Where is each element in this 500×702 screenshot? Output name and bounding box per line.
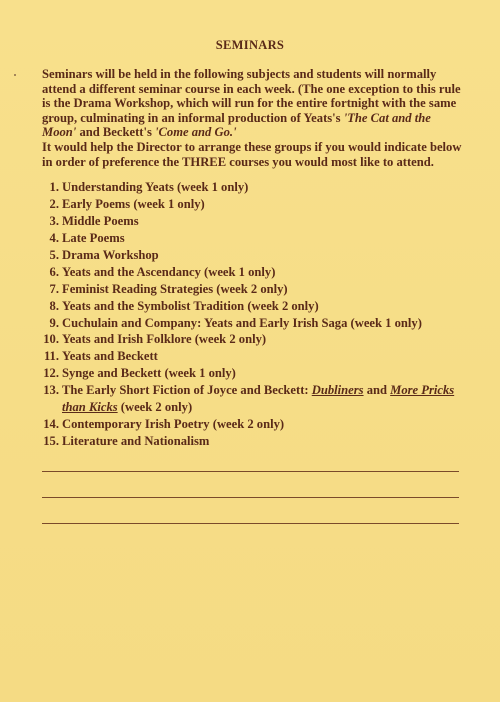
list-item [42,196,462,213]
list-item [42,416,462,433]
list-item [42,331,462,348]
play-title-come-and-go: 'Come and Go.' [155,125,237,140]
list-item [42,315,462,332]
item-label: Middle Poems [62,213,139,228]
item-label: Yeats and Beckett [62,349,158,364]
item-label: Synge and Beckett (week 1 only) [62,366,236,381]
preference-line-1[interactable] [42,471,459,472]
play-title-cat-and-moon: 'The Cat and the Moon' [42,110,431,140]
item-number: 6. [49,264,59,279]
item-number: 1. [49,180,59,194]
list-item [42,247,462,264]
item-label: Cuchulain and Company: Yeats and Early Irish Saga (week 1 only) [62,315,422,330]
item-number: 15. [43,434,59,449]
item-number: 11. [43,349,59,364]
list-item [42,213,462,230]
item-label: The Early Short Fiction of Joyce and Beckett: [62,383,312,398]
item-number: 9. [49,315,59,330]
item-label-suffix: (week 2 only) [117,400,193,415]
list-item [42,298,462,315]
item-number: 4. [49,230,59,245]
item-label: Drama Workshop [62,247,159,262]
page-title: SEMINARS [215,38,285,52]
preference-line-2[interactable] [42,497,459,498]
item-number: 12. [43,366,59,381]
item-label: Literature and Nationalism [62,434,210,449]
list-item [42,365,462,382]
list-item [42,179,462,196]
list-item [42,382,462,416]
book-title-dubliners: Dubliners [311,383,364,398]
course-list [42,179,462,450]
list-item [42,230,462,247]
list-item [42,348,462,365]
item-label: Understanding Yeats (week 1 only) [62,180,249,194]
item-label-join: and [363,383,391,398]
list-item [42,264,462,281]
list-item [42,433,462,450]
item-label: Late Poems [62,230,125,245]
item-number: 2. [49,196,59,211]
item-label: Yeats and the Ascendancy (week 1 only) [62,264,276,279]
item-number: 7. [49,281,59,296]
intro-text [42,67,462,169]
item-number: 10. [43,332,59,347]
item-label: Contemporary Irish Poetry (week 2 only) [62,417,285,432]
item-number: 5. [49,247,59,262]
intro-paragraph-2: It would help the Director to arrange these groups if you would indicate below in order of preference the THREE courses you would most like to attend. [42,139,462,169]
list-item [42,281,462,298]
intro-text-mid: and Beckett's [76,125,156,140]
item-label: Early Poems (week 1 only) [62,196,205,211]
item-number: 14. [43,417,59,432]
intro-paragraph-1 [42,67,462,140]
item-number: 3. [49,213,59,228]
item-label: Yeats and Irish Folklore (week 2 only) [62,332,267,347]
item-label: Yeats and the Symbolist Tradition (week 2 only) [62,298,319,313]
paper-speck [14,74,16,76]
book-title-more-pricks: More Pricks than Kicks [62,383,455,415]
item-number: 13. [43,383,59,398]
intro-text-start: Seminars will be held in the following subjects and students will normally attend a different seminar course in each week. (The one exception to this rule is the Drama Workshop, which will run for the entire fortnight with the same group, culminating in an informal production of Yeats's [42,67,461,125]
item-label: Feminist Reading Strategies (week 2 only) [62,281,288,296]
item-number: 8. [49,298,59,313]
preference-line-3[interactable] [42,523,459,524]
